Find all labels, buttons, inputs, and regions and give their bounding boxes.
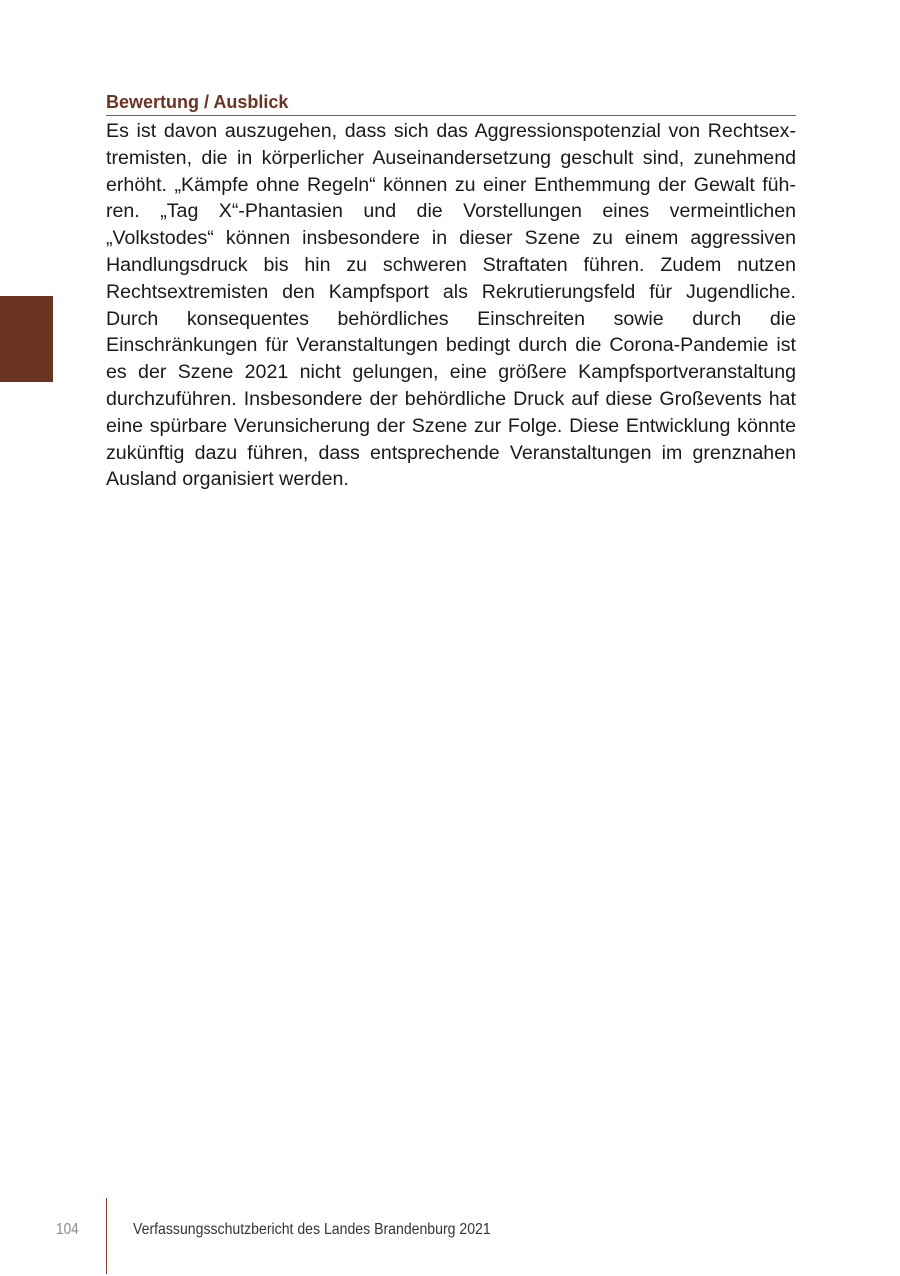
footer-divider xyxy=(106,1198,107,1274)
page-footer xyxy=(0,1198,900,1276)
page-number: 104 xyxy=(56,1221,79,1238)
footer-title: Verfassungsschutzbericht des Landes Brandenburg 2021 xyxy=(133,1221,491,1238)
main-content xyxy=(106,90,796,493)
chapter-marker-tab xyxy=(0,296,53,382)
section-heading: Bewertung / Ausblick xyxy=(106,90,796,116)
section-paragraph: Es ist davon auszugehen, dass sich das Aggressionspotenzial von Rechtsextremisten, die in körperlicher Auseinandersetzung geschult sind, zunehmend erhöht. „Kämpfe ohne Regeln“ können zu einer Enthemmung der Gewalt führen. „Tag X“-Phantasien und die Vorstellungen eines vermeintlichen „Volkstodes“ können insbesondere in dieser Szene zu einem aggressiven Handlungsdruck bis hin zu schweren Straftaten führen. Zudem nutzen Rechtsextremisten den Kampfsport als Rekrutierungsfeld für Jugendliche. Durch konsequentes behördliches Einschreiten sowie durch die Einschränkungen für Veranstaltungen bedingt durch die Corona-Pandemie ist es der Szene 2021 nicht gelungen, eine größere Kampfsportveranstaltung durchzuführen. Insbesondere der behördliche Druck auf diese Großevents hat eine spürbare Verunsicherung der Szene zur Folge. Diese Entwicklung könnte zukünftig dazu führen, dass entsprechende Veranstaltungen im grenznahen Ausland organisiert werden. xyxy=(106,120,796,491)
